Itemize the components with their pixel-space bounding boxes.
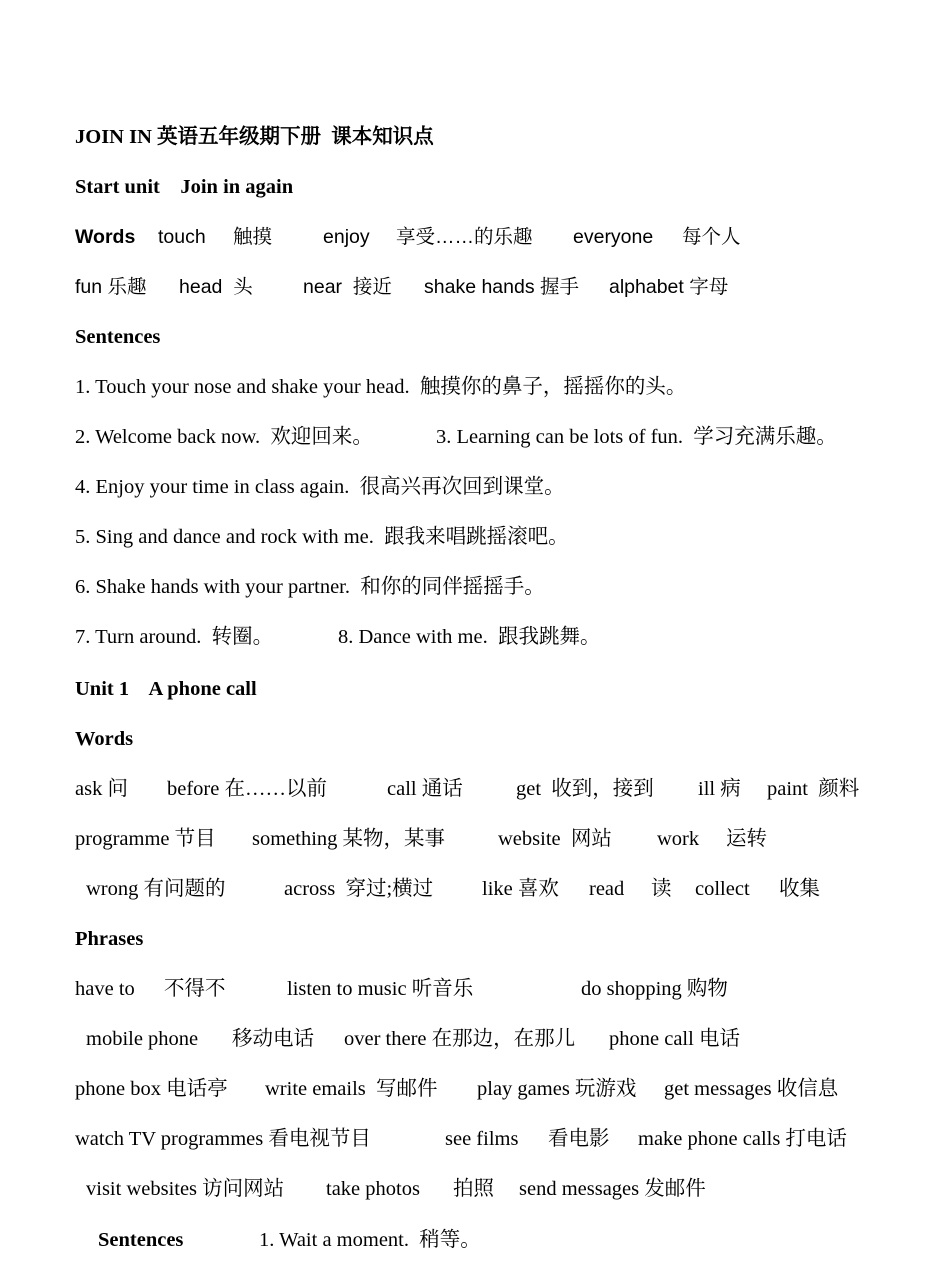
unit1-phrases-label: Phrases bbox=[75, 928, 144, 950]
phrase-item: get messages 收信息 bbox=[664, 1078, 839, 1100]
unit1-words-label-line bbox=[0, 724, 950, 754]
word-item: 触摸 bbox=[233, 226, 273, 248]
word-item: wrong 有问题的 bbox=[86, 878, 226, 900]
phrase-item: listen to music 听音乐 bbox=[287, 978, 474, 1000]
word-item: touch bbox=[158, 226, 206, 248]
unit1-words-label: Words bbox=[75, 728, 134, 750]
unit1-phrases-label-line bbox=[0, 924, 950, 954]
sentence-line bbox=[0, 522, 950, 552]
word-item: alphabet 字母 bbox=[609, 276, 729, 298]
word-item: head 头 bbox=[179, 276, 253, 298]
word-item: 享受……的乐趣 bbox=[396, 226, 533, 248]
sentence-item: 6. Shake hands with your partner. 和你的同伴摇摇手。 bbox=[75, 576, 545, 598]
sentence-line bbox=[0, 372, 950, 402]
word-item: 读 bbox=[651, 878, 672, 900]
word-item: 每个人 bbox=[682, 226, 741, 248]
sentence-item: 2. Welcome back now. 欢迎回来。 bbox=[75, 426, 373, 448]
phrase-item: write emails 写邮件 bbox=[265, 1078, 438, 1100]
phrase-item: 看电影 bbox=[548, 1128, 610, 1150]
sentence-line bbox=[0, 472, 950, 502]
word-item: something 某物，某事 bbox=[252, 828, 446, 850]
sentence-line bbox=[0, 422, 950, 452]
phrase-item: mobile phone bbox=[86, 1028, 199, 1050]
phrase-item: phone box 电话亭 bbox=[75, 1078, 228, 1100]
start-unit-words-label: Words bbox=[75, 226, 136, 248]
document-title-line bbox=[0, 122, 950, 152]
unit1-phrases-line-5 bbox=[0, 1174, 950, 1204]
phrase-item: watch TV programmes 看电视节目 bbox=[75, 1128, 371, 1150]
word-item: read bbox=[589, 878, 625, 900]
phrase-item: phone call 电话 bbox=[609, 1028, 740, 1050]
sentence-line bbox=[0, 622, 950, 652]
word-item: enjoy bbox=[323, 226, 370, 248]
unit1-phrases-line-4 bbox=[0, 1124, 950, 1154]
phrase-item: over there 在那边，在那儿 bbox=[344, 1028, 576, 1050]
unit1-words-line-2 bbox=[0, 824, 950, 854]
start-unit-heading: Start unit Join in again bbox=[75, 176, 294, 198]
word-item: near 接近 bbox=[303, 276, 392, 298]
unit1-sentences-label: Sentences bbox=[98, 1229, 184, 1251]
document-title: JOIN IN 英语五年级期下册 课本知识点 bbox=[75, 126, 434, 148]
phrase-item: play games 玩游戏 bbox=[477, 1078, 637, 1100]
word-item: like 喜欢 bbox=[482, 878, 559, 900]
phrase-item: make phone calls 打电话 bbox=[638, 1128, 847, 1150]
phrase-item: do shopping 购物 bbox=[581, 978, 728, 1000]
phrase-item: visit websites 访问网站 bbox=[86, 1178, 285, 1200]
start-unit-words-line-2 bbox=[0, 272, 950, 302]
phrase-item: send messages 发邮件 bbox=[519, 1178, 706, 1200]
sentence-item: 1. Wait a moment. 稍等。 bbox=[259, 1229, 481, 1251]
unit1-phrases-line-3 bbox=[0, 1074, 950, 1104]
word-item: collect bbox=[695, 878, 750, 900]
unit1-heading-line bbox=[0, 674, 950, 704]
unit1-words-line-3 bbox=[0, 874, 950, 904]
word-item: work bbox=[657, 828, 700, 850]
unit1-phrases-line-2 bbox=[0, 1024, 950, 1054]
start-unit-sentences-label-line bbox=[0, 322, 950, 352]
word-item: programme 节目 bbox=[75, 828, 216, 850]
word-item: fun 乐趣 bbox=[75, 276, 147, 298]
word-item: 收集 bbox=[779, 878, 820, 900]
unit1-heading: Unit 1 A phone call bbox=[75, 678, 257, 700]
word-item: paint 颜料 bbox=[767, 778, 860, 800]
phrase-item: 拍照 bbox=[453, 1178, 494, 1200]
sentence-item: 5. Sing and dance and rock with me. 跟我来唱跳摇滚吧。 bbox=[75, 526, 569, 548]
unit1-sentences-line bbox=[0, 1225, 950, 1255]
start-unit-heading-line bbox=[0, 172, 950, 202]
word-item: get 收到，接到 bbox=[516, 778, 654, 800]
word-item: 运转 bbox=[726, 828, 767, 850]
word-item: website 网站 bbox=[498, 828, 612, 850]
sentence-item: 8. Dance with me. 跟我跳舞。 bbox=[338, 626, 601, 648]
word-item: across 穿过;横过 bbox=[284, 878, 434, 900]
sentence-item: 1. Touch your nose and shake your head. 触摸你的鼻子，摇摇你的头。 bbox=[75, 376, 687, 398]
sentence-item: 4. Enjoy your time in class again. 很高兴再次回到课堂。 bbox=[75, 476, 565, 498]
phrase-item: see films bbox=[445, 1128, 519, 1150]
word-item: ask 问 bbox=[75, 778, 128, 800]
phrase-item: 移动电话 bbox=[232, 1028, 314, 1050]
start-unit-sentences-label: Sentences bbox=[75, 326, 161, 348]
sentence-item: 7. Turn around. 转圈。 bbox=[75, 626, 274, 648]
word-item: ill 病 bbox=[698, 778, 741, 800]
word-item: shake hands 握手 bbox=[424, 276, 580, 298]
word-item: call 通话 bbox=[387, 778, 463, 800]
sentence-line bbox=[0, 572, 950, 602]
word-item: everyone bbox=[573, 226, 654, 248]
phrase-item: 不得不 bbox=[164, 978, 226, 1000]
word-item: before 在……以前 bbox=[167, 778, 327, 800]
sentence-item: 3. Learning can be lots of fun. 学习充满乐趣。 bbox=[436, 426, 837, 448]
unit1-words-line-1 bbox=[0, 774, 950, 804]
phrase-item: take photos bbox=[326, 1178, 420, 1200]
unit1-phrases-line-1 bbox=[0, 974, 950, 1004]
start-unit-words-line-1 bbox=[0, 222, 950, 252]
phrase-item: have to bbox=[75, 978, 135, 1000]
